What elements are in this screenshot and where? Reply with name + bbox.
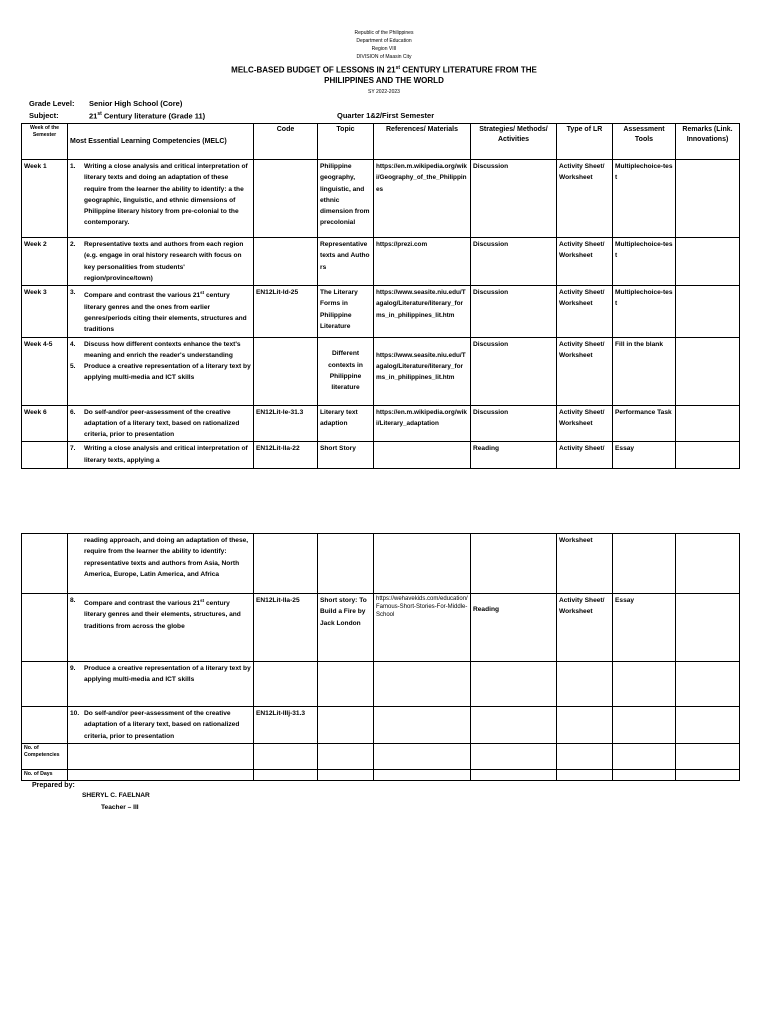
col-assessment: Assessment Tools (613, 124, 676, 160)
remarks-cell (676, 405, 740, 442)
header-republic: Republic of the Philippines (354, 30, 414, 36)
empty-cell (318, 743, 374, 769)
topic-cell: Short Story (318, 442, 374, 469)
days-label: No. of Days (22, 769, 68, 780)
subject-label: Subject: (29, 111, 59, 120)
code-cell (254, 534, 318, 594)
lr-cell: Worksheet (557, 534, 613, 594)
table-row (22, 707, 740, 744)
prepared-by-label: Prepared by: (32, 782, 75, 789)
strategy-cell (471, 707, 557, 744)
references-cell (374, 442, 471, 469)
empty-cell (374, 769, 471, 780)
competencies-row (22, 743, 740, 769)
code-cell: EN12Lit-IIa-25 (254, 594, 318, 662)
week-cell (22, 534, 68, 594)
topic-cell (318, 707, 374, 744)
code-cell (254, 160, 318, 238)
code-cell (254, 662, 318, 707)
topic-cell: The Literary Forms in Philippine Literature (318, 286, 374, 337)
lr-cell: Activity Sheet/ Worksheet (557, 594, 613, 662)
strategy-cell: Discussion (471, 337, 557, 405)
empty-cell (471, 743, 557, 769)
document-title-line2: PHILIPPINES AND THE WORLD (324, 76, 444, 85)
assessment-cell: Multiplechoice-test (613, 286, 676, 337)
empty-cell (68, 743, 254, 769)
lr-cell: Activity Sheet/ Worksheet (557, 405, 613, 442)
topic-cell: Different contexts in Philippine literature (318, 337, 374, 405)
col-topic: Topic (318, 124, 374, 160)
week-cell (22, 594, 68, 662)
remarks-cell (676, 707, 740, 744)
code-cell (254, 238, 318, 286)
week-cell: Week 3 (22, 286, 68, 337)
assessment-cell: Fill in the blank (613, 337, 676, 405)
empty-cell (254, 743, 318, 769)
assessment-cell (613, 707, 676, 744)
col-strategies: Strategies/ Methods/ Activities (471, 124, 557, 160)
header-division: DIVISION of Maasin City (356, 54, 412, 60)
col-references: References/ Materials (374, 124, 471, 160)
assessment-cell: Performance Task (613, 405, 676, 442)
topic-cell (318, 534, 374, 594)
melc-cell: 9. Produce a creative representation of a literary text by applying multi-media and ICT skills (68, 662, 254, 707)
empty-cell (471, 769, 557, 780)
empty-cell (676, 769, 740, 780)
week-cell: Week 6 (22, 405, 68, 442)
col-melc: Most Essential Learning Competencies (MELC) (68, 124, 254, 160)
melc-cell: 3. Compare and contrast the various 21st century literary genres and the ones from earlier genres/periods citing their elements, structures and traditions (68, 286, 254, 337)
references-cell (374, 534, 471, 594)
header-deped: Department of Education (356, 38, 412, 44)
empty-cell (68, 769, 254, 780)
code-cell (254, 337, 318, 405)
budget-table-page2 (21, 533, 740, 781)
lr-cell: Activity Sheet/ Worksheet (557, 238, 613, 286)
remarks-cell (676, 662, 740, 707)
week-cell: Week 1 (22, 160, 68, 238)
week-cell (22, 442, 68, 469)
grade-level-value: Senior High School (Core) (89, 99, 183, 108)
col-remarks: Remarks (Link. Innovations) (676, 124, 740, 160)
references-cell (374, 707, 471, 744)
col-type-lr: Type of LR (557, 124, 613, 160)
lr-cell: Activity Sheet/ Worksheet (557, 337, 613, 405)
table-header-row (22, 124, 740, 160)
assessment-cell (613, 534, 676, 594)
empty-cell (374, 743, 471, 769)
quarter-value: Quarter 1&2/First Semester (337, 111, 435, 120)
table-row (22, 286, 740, 337)
strategy-cell: Discussion (471, 286, 557, 337)
col-week: Week of the Semester (22, 124, 68, 160)
strategy-cell: Discussion (471, 405, 557, 442)
topic-cell: Short story: To Build a Fire by Jack London (318, 594, 374, 662)
lr-cell: Activity Sheet/ Worksheet (557, 160, 613, 238)
header-region: Region VIII (371, 46, 397, 52)
remarks-cell (676, 534, 740, 594)
preparer-position: Teacher – III (101, 804, 139, 811)
empty-cell (676, 743, 740, 769)
budget-table-page1 (21, 123, 740, 469)
remarks-cell (676, 160, 740, 238)
strategy-cell (471, 662, 557, 707)
melc-cell: 7. Writing a close analysis and critical interpretation of literary texts, applying a (68, 442, 254, 469)
table-row (22, 442, 740, 469)
code-cell: EN12Lit-IIa-22 (254, 442, 318, 469)
preparer-name: SHERYL C. FAELNAR (82, 792, 150, 799)
week-cell (22, 707, 68, 744)
strategy-cell: Reading (471, 442, 557, 469)
grade-level-label: Grade Level: (29, 99, 75, 108)
strategy-cell: Reading (471, 594, 557, 662)
empty-cell (557, 769, 613, 780)
lr-cell: Activity Sheet/ (557, 442, 613, 469)
topic-cell (318, 662, 374, 707)
empty-cell (613, 743, 676, 769)
references-cell: https://wehavekids.com/education/Famous-Short-Stories-For-Middle-School (374, 594, 471, 662)
remarks-cell (676, 594, 740, 662)
competencies-label: No. of Competencies (22, 743, 68, 769)
code-cell: EN12Lit-IIIj-31.3 (254, 707, 318, 744)
week-cell: Week 2 (22, 238, 68, 286)
empty-cell (557, 743, 613, 769)
days-row (22, 769, 740, 780)
references-cell: https://www.seasite.niu.edu/Tagalog/Literature/literary_forms_in_philippines_lit.htm (374, 337, 471, 405)
school-year: SY 2022-2023 (368, 89, 400, 95)
table-row (22, 594, 740, 662)
empty-cell (613, 769, 676, 780)
lr-cell (557, 662, 613, 707)
assessment-cell: Multiplechoice-test (613, 238, 676, 286)
topic-cell: Representative texts and Authors (318, 238, 374, 286)
lr-cell (557, 707, 613, 744)
week-cell (22, 662, 68, 707)
table-row (22, 160, 740, 238)
week-cell: Week 4-5 (22, 337, 68, 405)
code-cell: EN12Lit-Id-25 (254, 286, 318, 337)
melc-cell: 6. Do self-and/or peer-assessment of the creative adaptation of a literary text, based on rationalized criteria, prior to presentation (68, 405, 254, 442)
table-row (22, 534, 740, 594)
subject-value: 21st Century literature (Grade 11) (89, 111, 206, 121)
assessment-cell: Essay (613, 594, 676, 662)
topic-cell: Philippine geography, linguistic, and ethnic dimension from precolonial (318, 160, 374, 238)
col-code: Code (254, 124, 318, 160)
remarks-cell (676, 337, 740, 405)
melc-cell: 8. Compare and contrast the various 21st century literary genres and their elements, structures, and traditions from across the globe (68, 594, 254, 662)
melc-cell: 4. Discuss how different contexts enhance the text's meaning and enrich the reader's understanding 5. Produce a creative representation of a literary text by applying multi-media and ICT skills (68, 337, 254, 405)
references-cell: https://www.seasite.niu.edu/Tagalog/Literature/literary_forms_in_philippines_lit.htm (374, 286, 471, 337)
references-cell (374, 662, 471, 707)
strategy-cell (471, 534, 557, 594)
references-cell: https://prezi.com (374, 238, 471, 286)
assessment-cell: Essay (613, 442, 676, 469)
references-cell: https://en.m.wikipedia.org/wiki/Geography_of_the_Philippines (374, 160, 471, 238)
remarks-cell (676, 442, 740, 469)
table-row (22, 405, 740, 442)
topic-cell: Literary text adaption (318, 405, 374, 442)
empty-cell (254, 769, 318, 780)
remarks-cell (676, 286, 740, 337)
melc-cell: 1. Writing a close analysis and critical interpretation of literary texts and doing an adaptation of these require from the learner the ability to identify: a the geographic, linguistic, and ethnic dimensions of Philippine literary history from pre-colonial to the contemporary. (68, 160, 254, 238)
code-cell: EN12Lit-Ie-31.3 (254, 405, 318, 442)
melc-cell: 2. Representative texts and authors from each region (e.g. engage in oral history research with focus on key personalities from students' region/province/town) (68, 238, 254, 286)
melc-cell: 10. Do self-and/or peer-assessment of the creative adaptation of a literary text, based on rationalized criteria, prior to presentation (68, 707, 254, 744)
references-cell: https://en.m.wikipedia.org/wiki/Literary_adaptation (374, 405, 471, 442)
table-row (22, 238, 740, 286)
strategy-cell: Discussion (471, 238, 557, 286)
table-row (22, 337, 740, 405)
empty-cell (318, 769, 374, 780)
table-row (22, 662, 740, 707)
assessment-cell (613, 662, 676, 707)
remarks-cell (676, 238, 740, 286)
strategy-cell: Discussion (471, 160, 557, 238)
melc-cell: reading approach, and doing an adaptation of these, require from the learner the ability to identify: representative texts and authors from Asia, North America, Europe, Latin America, and Africa (68, 534, 254, 594)
lr-cell: Activity Sheet/ Worksheet (557, 286, 613, 337)
assessment-cell: Multiplechoice-test (613, 160, 676, 238)
document-title-line1: MELC-BASED BUDGET OF LESSONS IN 21st CENTURY LITERATURE FROM THE (231, 65, 537, 75)
